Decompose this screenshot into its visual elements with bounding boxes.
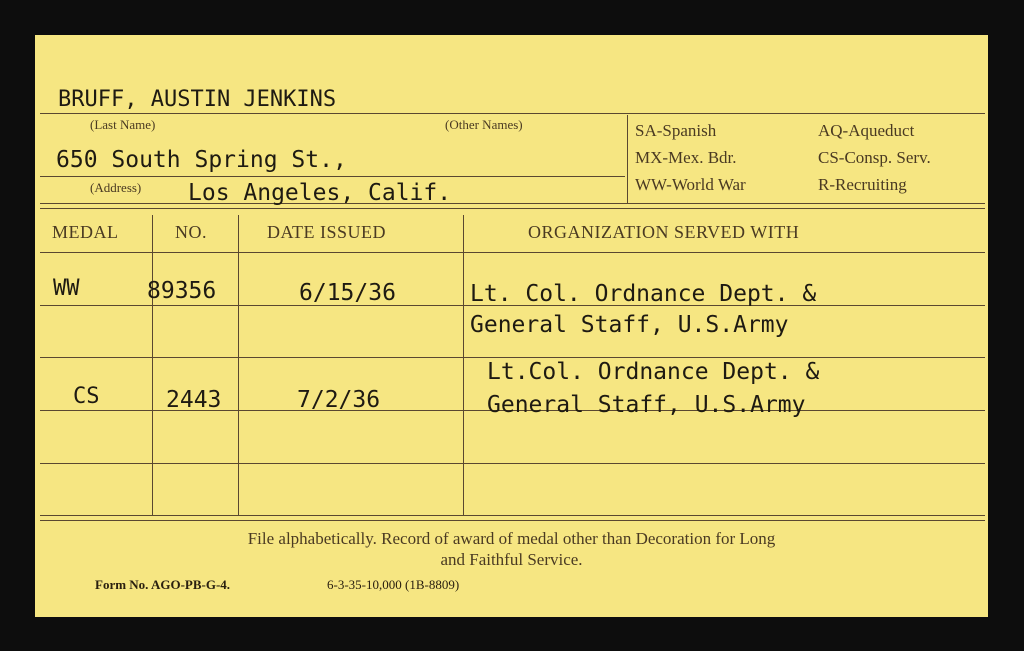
header-date-issued: DATE ISSUED <box>267 222 387 242</box>
legend-mx: MX-Mex. Bdr. <box>635 148 737 167</box>
last-name-label: (Last Name) <box>90 117 156 132</box>
header-bottom-rule <box>40 252 985 253</box>
name-rule <box>40 113 985 114</box>
row1-no: 89356 <box>147 278 217 304</box>
row1-date: 6/15/36 <box>299 280 396 306</box>
header-organization: ORGANIZATION SERVED WITH <box>528 222 800 242</box>
row-rule-4 <box>40 463 985 464</box>
row2-medal: CS <box>73 384 100 409</box>
legend-cs: CS-Consp. Serv. <box>818 148 931 167</box>
name-value: BRUFF, AUSTIN JENKINS <box>58 87 337 112</box>
col-divider-medal <box>152 215 153 515</box>
legend-sa: SA-Spanish <box>635 121 717 140</box>
form-print-info: 6-3-35-10,000 (1B-8809) <box>327 577 460 592</box>
row2-org-line1: Lt.Col. Ordnance Dept. & <box>487 359 820 385</box>
footer-line-1: File alphabetically. Record of award of medal other than Decoration for Long <box>247 529 776 548</box>
header-top-rule-2 <box>40 208 985 209</box>
col-divider-no <box>238 215 239 515</box>
address-line-2: Los Angeles, Calif. <box>188 180 452 206</box>
header-top-rule-1 <box>40 203 985 204</box>
header-no: NO. <box>175 222 207 242</box>
col-divider-date <box>463 215 464 515</box>
legend-r: R-Recruiting <box>818 175 907 194</box>
row2-org-line2: General Staff, U.S.Army <box>487 392 806 418</box>
row1-org-line2: General Staff, U.S.Army <box>470 312 789 338</box>
address-label: (Address) <box>90 180 142 195</box>
row2-date: 7/2/36 <box>297 387 381 413</box>
legend-ww: WW-World War <box>635 175 746 194</box>
row1-org-line1: Lt. Col. Ordnance Dept. & <box>470 281 817 307</box>
legend-aq: AQ-Aqueduct <box>818 121 915 140</box>
address-rule-1 <box>40 176 625 177</box>
table-bottom-rule-1 <box>40 515 985 516</box>
table-bottom-rule-2 <box>40 520 985 521</box>
other-names-label: (Other Names) <box>445 117 523 132</box>
row2-no: 2443 <box>166 387 222 413</box>
form-number: Form No. AGO-PB-G-4. <box>95 577 231 592</box>
footer-line-2: and Faithful Service. <box>440 550 583 569</box>
legend-divider <box>627 115 628 204</box>
row-rule-2 <box>40 357 985 358</box>
address-line-1: 650 South Spring St., <box>56 147 347 173</box>
header-medal: MEDAL <box>52 222 119 242</box>
row1-medal: WW <box>53 276 80 301</box>
medal-record-card <box>35 35 988 617</box>
